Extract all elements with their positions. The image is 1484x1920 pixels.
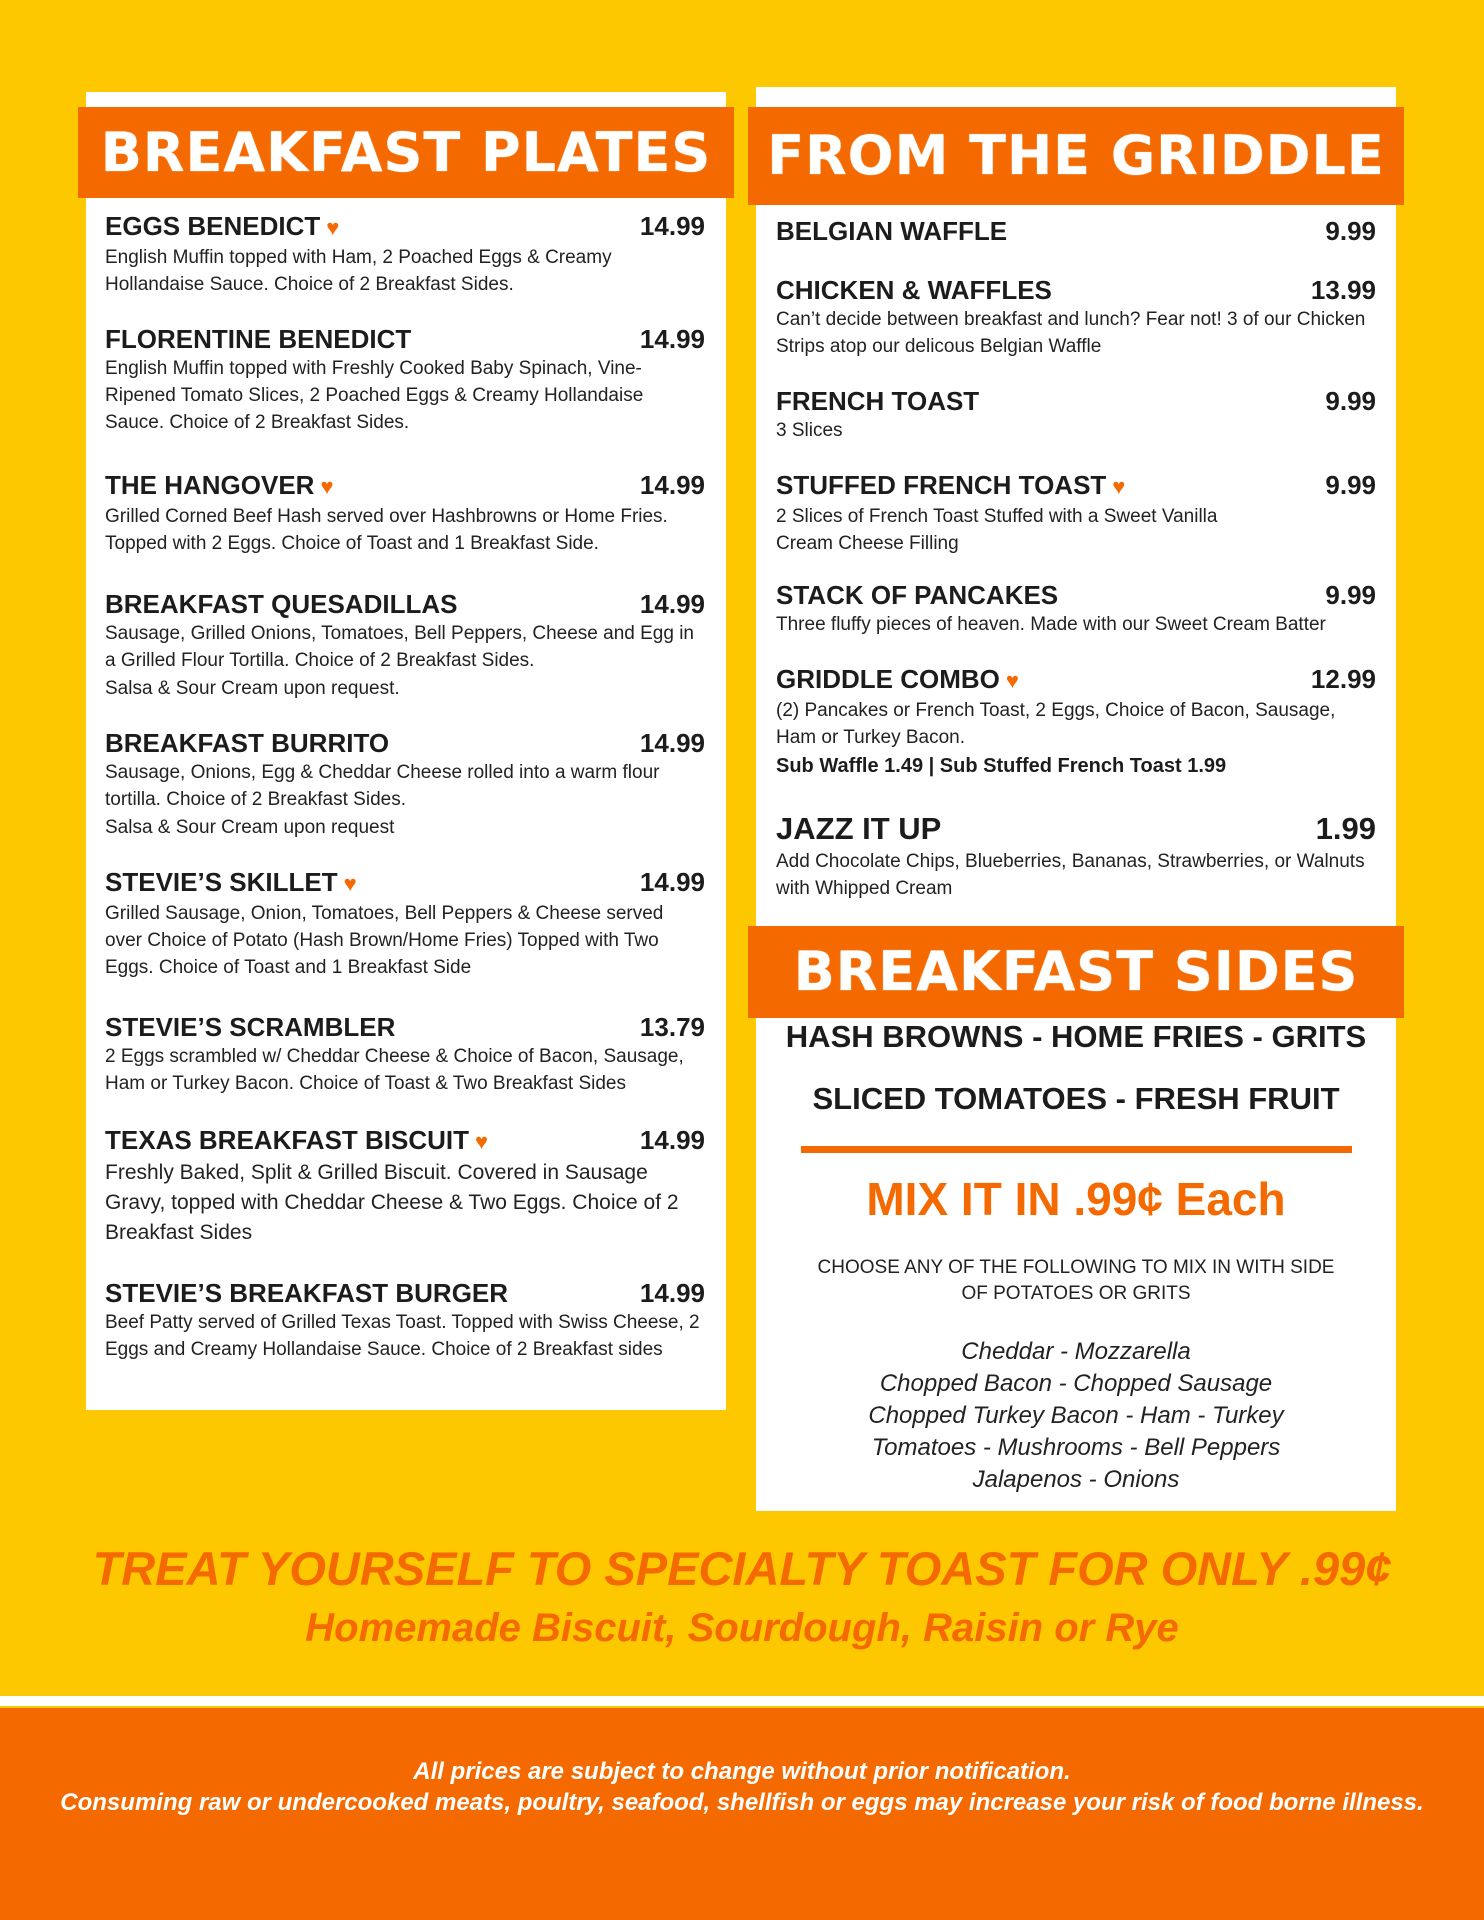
item-description: (2) Pancakes or French Toast, 2 Eggs, Choice of Bacon, Sausage, Ham or Turkey Bacon.: [776, 700, 1336, 748]
menu-item: [105, 728, 705, 841]
menu-item: [776, 580, 1376, 638]
item-note: Salsa & Sour Cream upon request: [105, 817, 395, 838]
footer-disclaimer: [60, 1756, 1424, 1818]
item-description: English Muffin topped with Freshly Cooked Baby Spinach, Vine-Ripened Tomato Slices, 2 Poached Eggs & Creamy Hollandaise Sauce. Choice of 2 Breakfast Sides.: [105, 358, 644, 433]
item-price: 14.99: [639, 324, 705, 354]
heart-icon: ♥: [343, 871, 357, 896]
item-description: 3 Slices: [776, 420, 843, 441]
item-description: Add Chocolate Chips, Blueberries, Bananas, Strawberries, or Walnuts with Whipped Cream: [776, 851, 1365, 899]
health-warning: Consuming raw or undercooked meats, poultry, seafood, shellfish or eggs may increase your risk of food borne illness.: [60, 1789, 1424, 1816]
heart-icon: ♥: [1112, 474, 1126, 499]
item-price: 13.79: [639, 1012, 705, 1042]
heart-icon: ♥: [320, 474, 334, 499]
sides-line-2: SLICED TOMATOES - FRESH FRUIT: [812, 1081, 1340, 1116]
item-price: 14.99: [639, 1278, 705, 1308]
from-the-griddle-title: FROM THE GRIDDLE: [748, 107, 1404, 205]
mix-option-line: Chopped Turkey Bacon - Ham - Turkey: [868, 1402, 1284, 1429]
item-price: 1.99: [1315, 811, 1376, 846]
item-name: STACK OF PANCAKES: [776, 580, 1059, 610]
item-name: EGGS BENEDICT: [105, 211, 321, 241]
menu-item: [105, 589, 705, 702]
menu-item: [776, 386, 1376, 444]
specialty-toast-promo: TREAT YOURSELF TO SPECIALTY TOAST FOR ONLY .99¢: [92, 1542, 1392, 1595]
item-description: Sausage, Onions, Egg & Cheddar Cheese rolled into a warm flour tortilla. Choice of 2 Breakfast Sides.: [105, 762, 660, 810]
mix-option-line: Cheddar - Mozzarella: [961, 1338, 1191, 1365]
item-description: 2 Eggs scrambled w/ Cheddar Cheese & Choice of Bacon, Sausage, Ham or Turkey Bacon. Choice of Toast & Two Breakfast Sides: [105, 1046, 684, 1094]
breakfast-plates-title: BREAKFAST PLATES: [78, 107, 734, 198]
menu-item: [776, 811, 1376, 902]
menu-item: [105, 324, 705, 436]
heart-icon: ♥: [1005, 668, 1019, 693]
heart-icon: ♥: [475, 1129, 489, 1154]
mix-it-in-title: MIX IT IN .99¢ Each: [866, 1173, 1286, 1225]
item-description: Beef Patty served of Grilled Texas Toast. Topped with Swiss Cheese, 2 Eggs and Creamy Hollandaise Sauce. Choice of 2 Breakfast sides: [105, 1312, 700, 1360]
item-name: STEVIE’S BREAKFAST BURGER: [105, 1278, 509, 1308]
menu-item: [105, 867, 705, 981]
item-price: 14.99: [639, 589, 705, 619]
item-price: 14.99: [639, 211, 705, 241]
item-name: BELGIAN WAFFLE: [776, 216, 1008, 246]
item-name: STEVIE’S SCRAMBLER: [105, 1012, 396, 1042]
item-name: CHICKEN & WAFFLES: [776, 275, 1052, 305]
item-name: BREAKFAST BURRITO: [105, 728, 390, 758]
item-name: TEXAS BREAKFAST BISCUIT: [105, 1125, 470, 1155]
menu-item: [776, 664, 1376, 781]
item-name: STEVIE’S SKILLET: [105, 867, 338, 897]
menu-item: [776, 216, 1376, 246]
footer-stripe: [0, 1696, 1484, 1706]
mix-option-line: Tomatoes - Mushrooms - Bell Peppers: [871, 1434, 1281, 1461]
item-price: 14.99: [639, 1125, 705, 1155]
menu-item: [105, 1125, 705, 1248]
item-description: Can’t decide between breakfast and lunch? Fear not! 3 of our Chicken Strips atop our delicous Belgian Waffle: [776, 309, 1366, 357]
breakfast-sides-title: BREAKFAST SIDES: [748, 926, 1404, 1018]
divider: [801, 1146, 1352, 1153]
item-price: 13.99: [1310, 275, 1376, 305]
mix-option-line: Chopped Bacon - Chopped Sausage: [879, 1370, 1273, 1397]
item-name: FLORENTINE BENEDICT: [105, 324, 412, 354]
footer: [0, 1708, 1484, 1920]
item-description: Grilled Corned Beef Hash served over Hashbrowns or Home Fries. Topped with 2 Eggs. Choice of Toast and 1 Breakfast Side.: [105, 506, 668, 554]
item-price: 14.99: [639, 470, 705, 500]
specialty-toast-options: Homemade Biscuit, Sourdough, Raisin or Rye: [305, 1606, 1179, 1650]
item-description: 2 Slices of French Toast Stuffed with a Sweet Vanilla Cream Cheese Filling: [776, 506, 1218, 554]
item-name: JAZZ IT UP: [776, 811, 942, 846]
mix-option-line: Jalapenos - Onions: [972, 1466, 1180, 1493]
item-price: 9.99: [1325, 580, 1376, 610]
item-substitutions: Sub Waffle 1.49 | Sub Stuffed French Toast 1.99: [776, 755, 1227, 777]
item-name: BREAKFAST QUESADILLAS: [105, 589, 458, 619]
item-name: THE HANGOVER: [105, 470, 315, 500]
item-description: Sausage, Grilled Onions, Tomatoes, Bell Peppers, Cheese and Egg in a Grilled Flour Tortilla. Choice of 2 Breakfast Sides.: [105, 623, 694, 671]
menu-item: [105, 211, 705, 298]
menu-item: [105, 470, 705, 557]
item-note: Salsa & Sour Cream upon request.: [105, 678, 400, 699]
sides-line-1: HASH BROWNS - HOME FRIES - GRITS: [785, 1019, 1367, 1054]
item-name: FRENCH TOAST: [776, 386, 980, 416]
menu-item: [776, 275, 1376, 360]
item-description: Freshly Baked, Split & Grilled Biscuit. Covered in Sausage Gravy, topped with Cheddar Cheese & Two Eggs. Choice of 2 Breakfast Sides: [105, 1161, 679, 1244]
menu-item: [105, 1012, 705, 1097]
item-name: STUFFED FRENCH TOAST: [776, 470, 1107, 500]
item-name: GRIDDLE COMBO: [776, 664, 1000, 694]
item-price: 14.99: [639, 867, 705, 897]
menu-item: [776, 470, 1376, 557]
mix-options: [756, 1336, 1396, 1496]
item-description: Three fluffy pieces of heaven. Made with our Sweet Cream Batter: [776, 614, 1326, 635]
heart-icon: ♥: [326, 215, 340, 240]
mix-instruction: CHOOSE ANY OF THE FOLLOWING TO MIX IN WITH SIDE OF POTATOES OR GRITS: [817, 1257, 1335, 1304]
item-price: 9.99: [1325, 386, 1376, 416]
price-disclaimer: All prices are subject to change without prior notification.: [413, 1758, 1071, 1785]
item-price: 9.99: [1325, 216, 1376, 246]
menu-item: [105, 1278, 705, 1363]
item-price: 12.99: [1310, 664, 1376, 694]
item-price: 14.99: [639, 728, 705, 758]
item-description: Grilled Sausage, Onion, Tomatoes, Bell Peppers & Cheese served over Choice of Potato (Hash Brown/Home Fries) Topped with Two Eggs. Choice of Toast and 1 Breakfast Side: [105, 903, 664, 978]
item-price: 9.99: [1325, 470, 1376, 500]
item-description: English Muffin topped with Ham, 2 Poached Eggs & Creamy Hollandaise Sauce. Choice of 2 Breakfast Sides.: [105, 247, 612, 295]
